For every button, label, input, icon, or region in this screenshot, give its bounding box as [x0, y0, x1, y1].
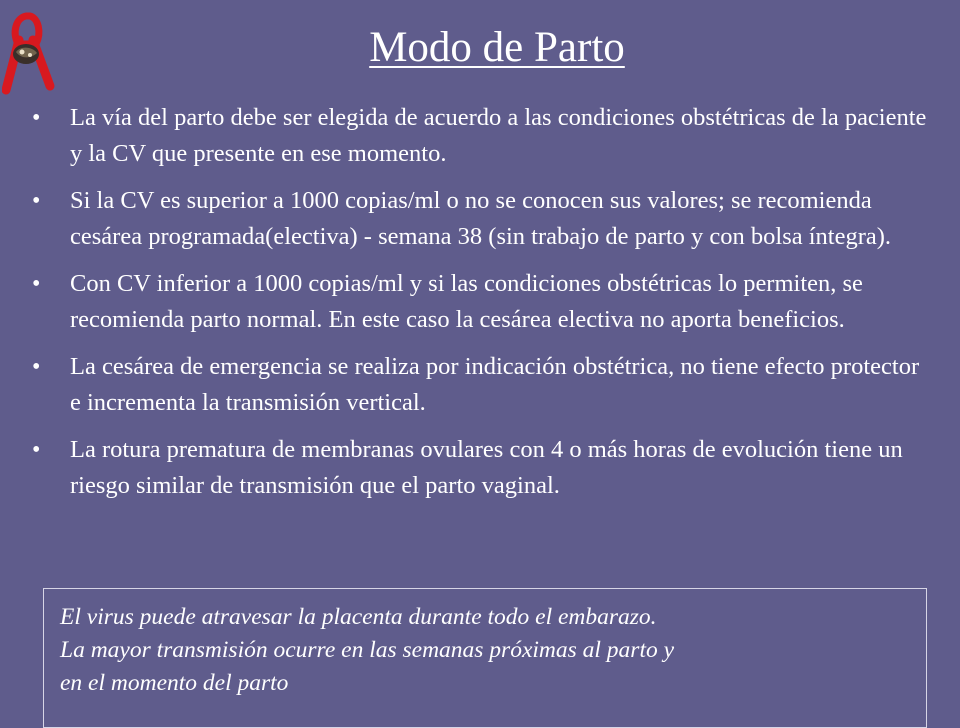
bullet-item: [30, 100, 930, 172]
bullet-marker: •: [32, 354, 41, 380]
note-line: El virus puede atravesar la placenta durante todo el embarazo.: [60, 604, 657, 630]
slide-title: Modo de Parto: [369, 24, 625, 71]
bullet-text: La vía del parto debe ser elegida de acuerdo a las condiciones obstétricas de la paciente y la CV que presente en ese momento.: [70, 104, 927, 167]
bullet-text: Con CV inferior a 1000 copias/ml y si las condiciones obstétricas lo permiten, se recomienda parto normal. En este caso la cesárea electiva no aporta beneficios.: [70, 270, 863, 333]
bullet-marker: •: [32, 271, 41, 297]
bullet-text: Si la CV es superior a 1000 copias/ml o no se conocen sus valores; se recomienda cesárea programada(electiva) - semana 38 (sin trabajo de parto y con bolsa íntegra).: [70, 187, 892, 250]
bullet-text: La rotura prematura de membranas ovulares con 4 o más horas de evolución tiene un riesgo similar de transmisión que el parto vaginal.: [70, 436, 903, 499]
note-box: [43, 588, 927, 728]
bullet-item: [30, 183, 930, 255]
note-line: en el momento del parto: [60, 670, 289, 696]
bullet-item: [30, 349, 930, 421]
bullet-item: [30, 266, 930, 338]
bullet-marker: •: [32, 105, 41, 131]
bullet-list: [30, 100, 930, 515]
bullet-text: La cesárea de emergencia se realiza por indicación obstétrica, no tiene efecto protector e incrementa la transmisión vertical.: [70, 353, 920, 416]
bullet-marker: •: [32, 437, 41, 463]
note-line: La mayor transmisión ocurre en las semanas próximas al parto y: [60, 637, 675, 663]
bullet-item: [30, 432, 930, 504]
bullet-marker: •: [32, 188, 41, 214]
